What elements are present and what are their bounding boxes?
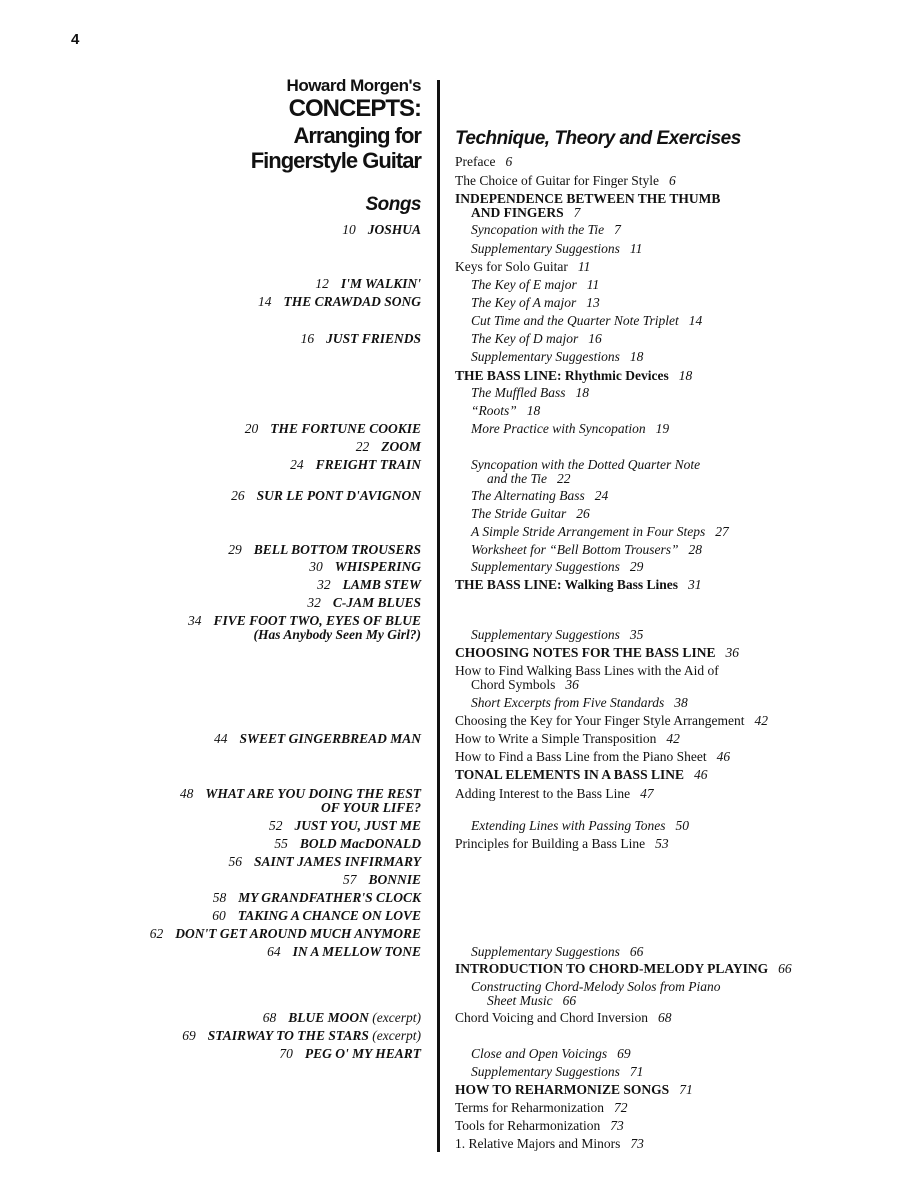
toc-page: 66 [562,993,577,1008]
toc-page: 36 [565,677,579,692]
toc-title: The Key of D major [471,331,579,346]
toc-page: 18 [526,403,541,418]
toc-title-continued: Sheet Music [487,993,553,1008]
toc-entry [471,242,642,256]
song-page: 34 [187,613,202,628]
toc-page: 71 [629,1064,644,1079]
toc-title: CHOOSING NOTES FOR THE BASS LINE [455,645,716,660]
toc-entry [471,628,643,642]
toc-title: A Simple Stride Arrangement in Four Steps [471,524,706,539]
toc-entry [455,1083,693,1097]
toc-page: 42 [754,713,768,728]
book-author: Howard Morgen's [286,76,421,95]
song-entry [274,837,421,851]
song-title: BLUE MOON [288,1010,369,1025]
song-title: SWEET GINGERBREAD MAN [239,731,421,746]
toc-entry [455,768,707,782]
song-title: SAINT JAMES INFIRMARY [253,854,421,869]
toc-title: Terms for Reharmonization [455,1100,605,1115]
toc-page: 7 [614,222,621,237]
toc-title: How to Find Walking Bass Lines with the Aid of [455,663,719,678]
song-title: THE CRAWDAD SONG [283,294,421,309]
toc-page: 29 [629,559,644,574]
toc-title: Supplementary Suggestions [471,349,620,364]
technique-heading: Technique, Theory and Exercises [455,128,741,149]
song-page: 68 [262,1010,277,1025]
toc-title: TONAL ELEMENTS IN A BASS LINE [455,767,684,782]
song-subtitle: (Has Anybody Seen My Girl?) [253,627,421,642]
toc-entry [455,646,739,660]
toc-title: Supplementary Suggestions [471,241,620,256]
toc-title: The Muffled Bass [471,385,566,400]
toc-page: 24 [594,488,609,503]
song-entry [315,277,421,291]
toc-page: 13 [586,295,600,310]
song-page: 56 [228,854,242,869]
song-page: 69 [182,1028,196,1043]
song-page: 44 [213,731,228,746]
song-page: 24 [290,457,304,472]
song-title: DON'T GET AROUND MUCH ANYMORE [175,926,421,941]
toc-entry [455,664,719,692]
toc-page: 46 [716,749,731,764]
toc-page: 6 [668,173,676,188]
song-page: 20 [244,421,259,436]
toc-title: More Practice with Syncopation [471,421,646,436]
song-page: 57 [342,872,357,887]
song-page: 52 [268,818,283,833]
song-title: STAIRWAY TO THE STARS [207,1028,369,1043]
toc-entry [471,543,702,557]
toc-entry [471,489,608,503]
toc-entry [455,260,590,274]
toc-title: Syncopation with the Tie [471,222,605,237]
songs-heading: Songs [365,194,421,215]
song-entry [182,1029,421,1043]
song-entry [301,332,421,346]
song-entry [228,855,421,869]
toc-entry [471,404,540,418]
toc-entry [455,732,680,746]
toc-entry [471,296,600,310]
toc-page: 42 [666,731,680,746]
toc-title: Close and Open Voicings [471,1046,608,1061]
toc-page: 47 [640,786,654,801]
toc-page: 73 [630,1136,644,1151]
toc-title: Cut Time and the Quarter Note Triplet [471,313,679,328]
toc-entry [455,192,720,220]
toc-page: 18 [629,349,644,364]
page-number: 4 [71,31,80,48]
toc-entry [471,980,721,1008]
toc-entry [471,696,688,710]
song-title: BONNIE [368,872,421,887]
toc-title: Supplementary Suggestions [471,559,620,574]
toc-entry [455,1101,628,1115]
toc-entry [471,507,590,521]
toc-title: The Key of E major [471,277,577,292]
toc-entry [471,560,643,574]
song-page: 14 [257,294,272,309]
toc-entry [471,1047,631,1061]
toc-entry [471,223,621,237]
song-page: 26 [231,488,245,503]
song-entry [231,489,421,503]
toc-entry [471,458,700,486]
song-subtitle: OF YOUR LIFE? [320,800,421,815]
song-page: 30 [309,559,323,574]
song-title: MY GRANDFATHER'S CLOCK [238,890,421,905]
toc-page: 68 [658,1010,672,1025]
toc-title: Tools for Reharmonization [455,1118,601,1133]
song-page: 16 [300,331,315,346]
toc-title: Extending Lines with Passing Tones [471,818,666,833]
song-entry [309,560,421,574]
toc-title: How to Write a Simple Transposition [455,731,657,746]
toc-entry [455,714,768,728]
toc-entry [471,314,702,328]
toc-title: Worksheet for “Bell Bottom Trousers” [471,542,679,557]
toc-entry [471,386,589,400]
toc-page: 16 [588,331,602,346]
toc-entry [455,962,792,976]
toc-title: Principles for Building a Bass Line [455,836,646,851]
toc-page: 22 [557,471,571,486]
toc-entry [455,1137,644,1151]
song-entry [356,440,421,454]
song-title: BOLD MacDONALD [299,836,421,851]
toc-entry [455,1119,624,1133]
toc-entry [471,1065,643,1079]
toc-page: 18 [678,368,693,383]
column-divider [437,80,440,1152]
toc-entry [471,278,599,292]
toc-page: 53 [655,836,669,851]
song-page: 48 [179,786,194,801]
toc-title: 1. Relative Majors and Minors [455,1136,621,1151]
toc-entry [455,369,692,383]
toc-entry [455,787,654,801]
toc-entry [471,525,729,539]
book-title-line-1: CONCEPTS: [288,95,421,122]
toc-page: 11 [629,241,643,256]
song-page: 29 [228,542,242,557]
song-title: ZOOM [381,439,421,454]
song-page: 12 [315,276,329,291]
toc-entry [471,422,669,436]
song-entry [290,458,421,472]
toc-title: Supplementary Suggestions [471,627,620,642]
toc-title-continued: Chord Symbols [471,677,556,692]
song-title: JOSHUA [367,222,421,237]
song-note: (excerpt) [372,1028,421,1043]
toc-title: Choosing the Key for Your Finger Style Arrangement [455,713,745,728]
toc-entry [455,155,512,169]
song-page: 58 [212,890,227,905]
song-title: SUR LE PONT D'AVIGNON [256,488,421,503]
toc-page: 26 [576,506,590,521]
toc-page: 66 [778,961,792,976]
toc-page: 31 [687,577,702,592]
book-title-line-3: Fingerstyle Guitar [250,148,421,173]
song-page: 32 [307,595,321,610]
song-entry [214,732,421,746]
toc-title: The Stride Guitar [471,506,567,521]
song-title: FIVE FOOT TWO, EYES OF BLUE [213,613,421,628]
song-page: 55 [274,836,288,851]
song-entry [180,787,421,815]
toc-title: Preface [455,154,496,169]
toc-page: 11 [586,277,600,292]
toc-title: Chord Voicing and Chord Inversion [455,1010,648,1025]
toc-page: 38 [674,695,688,710]
song-entry [307,596,421,610]
toc-entry [471,945,643,959]
song-note: (excerpt) [372,1010,421,1025]
song-entry [267,945,421,959]
song-title: IN A MELLOW TONE [292,944,421,959]
toc-entry [455,837,669,851]
toc-page: 69 [617,1046,631,1061]
toc-page: 19 [655,421,670,436]
song-page: 10 [342,222,356,237]
toc-title: INDEPENDENCE BETWEEN THE THUMB [455,191,721,206]
toc-page: 14 [688,313,703,328]
toc-entry [455,1011,672,1025]
toc-title: HOW TO REHARMONIZE SONGS [455,1082,670,1097]
toc-title: Short Excerpts from Five Standards [471,695,665,710]
toc-title: Constructing Chord-Melody Solos from Piano [471,979,721,994]
toc-title: Adding Interest to the Bass Line [455,786,631,801]
toc-title: “Roots” [471,403,517,418]
song-page: 60 [212,908,226,923]
song-page: 64 [267,944,281,959]
toc-page: 7 [573,205,581,220]
song-entry [263,1011,421,1025]
song-entry [188,614,421,642]
toc-entry [471,819,689,833]
song-title: PEG O' MY HEART [304,1046,421,1061]
song-page: 22 [355,439,370,454]
toc-page: 72 [614,1100,628,1115]
toc-title: The Alternating Bass [471,488,585,503]
toc-entry [455,174,676,188]
toc-title: Supplementary Suggestions [471,1064,620,1079]
toc-page: 28 [688,542,703,557]
song-page: 32 [317,577,331,592]
song-entry [269,819,421,833]
toc-title: THE BASS LINE: Rhythmic Devices [455,368,669,383]
song-entry [342,223,421,237]
toc-page: 6 [505,154,513,169]
song-title: I'M WALKIN' [340,276,421,291]
song-title: JUST YOU, JUST ME [294,818,421,833]
toc-title: The Key of A major [471,295,577,310]
book-title-line-2: Arranging for [293,123,421,148]
toc-page: 50 [675,818,690,833]
toc-page: 36 [725,645,739,660]
toc-entry [471,350,643,364]
toc-title-continued: AND FINGERS [471,205,564,220]
song-entry [317,578,421,592]
toc-page: 18 [575,385,589,400]
song-title: WHAT ARE YOU DOING THE REST [205,786,421,801]
toc-page: 73 [610,1118,624,1133]
toc-entry [455,578,701,592]
song-entry [245,422,421,436]
song-title: BELL BOTTOM TROUSERS [253,542,421,557]
song-page: 62 [149,926,164,941]
toc-title: INTRODUCTION TO CHORD-MELODY PLAYING [455,961,769,976]
toc-title: Syncopation with the Dotted Quarter Note [471,457,701,472]
song-entry [343,873,421,887]
song-entry [213,891,421,905]
song-title: TAKING A CHANCE ON LOVE [237,908,421,923]
song-title: JUST FRIENDS [326,331,421,346]
toc-entry [455,750,730,764]
toc-title: How to Find a Bass Line from the Piano Sheet [455,749,707,764]
song-entry [150,927,421,941]
toc-page: 46 [693,767,708,782]
toc-page: 27 [715,524,729,539]
toc-page: 71 [679,1082,693,1097]
song-title: THE FORTUNE COOKIE [270,421,421,436]
song-page: 70 [279,1046,293,1061]
toc-page: 35 [629,627,644,642]
song-entry [279,1047,421,1061]
song-entry [258,295,421,309]
toc-title-continued: and the Tie [487,471,547,486]
toc-title: The Choice of Guitar for Finger Style [455,173,659,188]
song-title: WHISPERING [334,559,421,574]
song-entry [228,543,421,557]
toc-title: Supplementary Suggestions [471,944,620,959]
toc-title: Keys for Solo Guitar [455,259,568,274]
toc-page: 66 [629,944,644,959]
song-title: FREIGHT TRAIN [315,457,421,472]
song-entry [212,909,421,923]
song-title: C-JAM BLUES [332,595,421,610]
toc-title: THE BASS LINE: Walking Bass Lines [455,577,678,592]
song-title: LAMB STEW [342,577,421,592]
toc-page: 11 [577,259,591,274]
toc-entry [471,332,602,346]
